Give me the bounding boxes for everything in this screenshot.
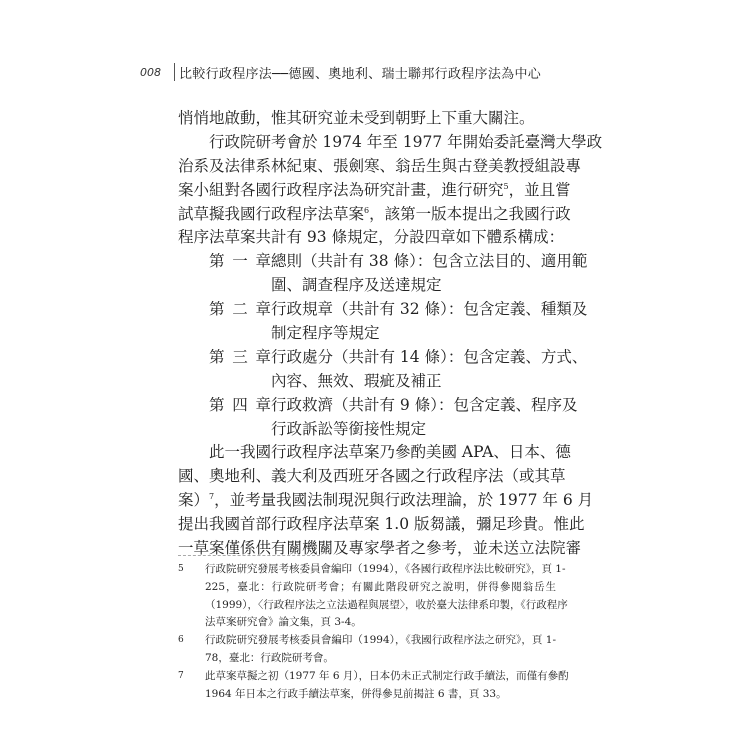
chapter-item: 第二章 行政規章（共計有 32 條）：包含定義、種類及 bbox=[209, 300, 588, 319]
text-line: 程序法草案共計有 93 條規定，分設四章如下體系構成： bbox=[178, 228, 565, 247]
text-line: 悄悄地啟動，惟其研究並未受到朝野上下重大關注。 bbox=[178, 109, 535, 127]
footnote-number: 7 bbox=[178, 670, 184, 681]
text-line: 此一我國行政程序法草案乃參酌美國 APA、日本、德 bbox=[209, 443, 571, 462]
footnote-ref[interactable]: 5 bbox=[503, 181, 509, 191]
chapter-item: 第一章 總則（共計有 38 條）：包含立法目的、適用範 bbox=[209, 252, 588, 271]
chapter-item-cont: 制定程序等規定 bbox=[271, 324, 380, 343]
footnote-line: 此草案草擬之初（1977 年 6 月），日本仍未正式制定行政手續法，而僅有參酌 bbox=[205, 669, 569, 682]
chapter-item-cont: 內容、無效、瑕疵及補正 bbox=[271, 371, 442, 390]
chapter-item: 第三章 行政處分（共計有 14 條）：包含定義、方式、 bbox=[209, 347, 588, 366]
footnote-line: 行政院研究發展考核委員會編印（1994），《各國行政程序法比較研究》，頁 1- bbox=[205, 563, 566, 575]
text-line: 國、奧地利、義大利及西班牙各國之行政程序法（或其草 bbox=[178, 467, 566, 486]
text-line: 提出我國首部行政程序法草案 1.0 版芻議，彌足珍貴。惟此 bbox=[178, 515, 585, 534]
chapter-item-cont: 圍、調查程序及送達規定 bbox=[271, 276, 442, 295]
footnote-ref[interactable]: 7 bbox=[209, 492, 215, 502]
footnote bbox=[178, 561, 568, 632]
footnote-line: （1999），〈行政程序法之立法過程與展望〉，收於臺大法律系印製，《行政程序 bbox=[205, 598, 568, 611]
header-divider bbox=[174, 63, 175, 81]
footnote-number: 6 bbox=[178, 635, 184, 646]
chapter-item-cont: 行政訴訟等銜接性規定 bbox=[271, 419, 427, 438]
text-line: 案）$^7$，並考量我國法制現況與行政法理論，於 1977 年 6 月 bbox=[178, 491, 594, 510]
text-line: 一草案僅係供有關機關及專家學者之參考，並未送立法院審 bbox=[178, 539, 582, 558]
footnote-line: 行政院研究發展考核委員會編印（1994），《我國行政程序法之研究》，頁 1- bbox=[205, 634, 556, 647]
page-number: 008 bbox=[140, 65, 161, 79]
book-title: 比較行政程序法──德國、奧地利、瑞士聯邦行政程序法為中心 bbox=[179, 66, 542, 82]
footnote-line: 法草案研究會》論文集，頁 3-4。 bbox=[205, 616, 362, 629]
footnote-line: 78，臺北：行政院研考會。 bbox=[205, 651, 334, 664]
footnote-separator bbox=[178, 555, 320, 556]
footnote bbox=[178, 632, 556, 668]
text-line: 行政院研考會於 1974 年至 1977 年開始委託臺灣大學政 bbox=[209, 132, 603, 151]
footnotes bbox=[178, 561, 569, 703]
footnote-ref[interactable]: 6 bbox=[364, 205, 370, 215]
footnote-line: 1964 年日本之行政手續法草案，併得參見前揭註 6 書，頁 33。 bbox=[205, 687, 507, 700]
footnote-number: 5 bbox=[178, 564, 184, 574]
text-line: 治系及法律系林紀東、張劍寒、翁岳生與古登美教授組設專 bbox=[178, 156, 582, 175]
chapter-item: 第四章 行政救濟（共計有 9 條）：包含定義、程序及 bbox=[209, 395, 578, 414]
footnote-line: 225，臺北：行政院研考會；有關此階段研究之說明，併得參閱翁岳生 bbox=[205, 580, 556, 593]
running-header bbox=[140, 62, 541, 82]
footnote bbox=[178, 668, 569, 704]
text-line: 試草擬我國行政程序法草案$^6$，該第一版本提出之我國行政 bbox=[178, 204, 571, 223]
text-line: 案小組對各國行政程序法為研究計畫，進行研究$^5$，並且嘗 bbox=[178, 180, 571, 199]
body-text bbox=[178, 107, 603, 561]
